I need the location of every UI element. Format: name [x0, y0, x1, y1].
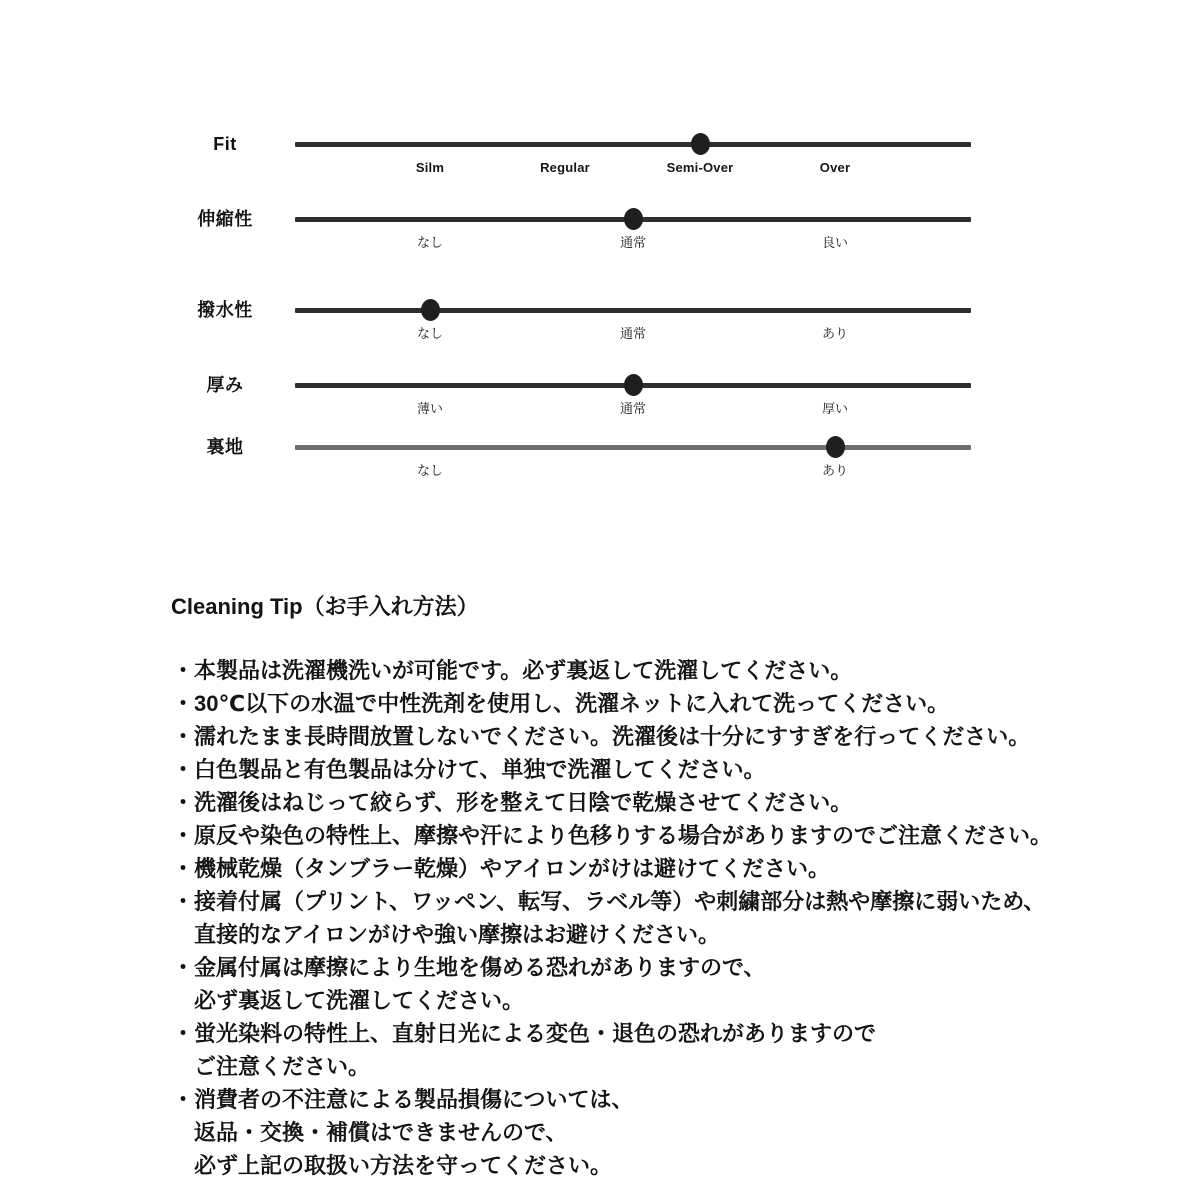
care-instruction-text: 必ず上記の取扱い方法を守ってください。 [194, 1153, 613, 1178]
cleaning-tips-heading: Cleaning Tip（お手入れ方法） [171, 594, 479, 619]
care-instruction-item [172, 819, 1072, 852]
bullet-marker: ・ [172, 955, 195, 980]
scale-tick-label: 薄い [416, 401, 443, 416]
scale-track [295, 308, 971, 313]
care-instruction-text: 直接的なアイロンがけや強い摩擦はお避けください。 [194, 922, 721, 947]
care-instruction-item [172, 687, 1072, 720]
scale-row-label: 厚み [206, 375, 244, 395]
bullet-marker: ・ [172, 757, 195, 782]
care-instruction-text: 本製品は洗濯機洗いが可能です。必ず裏返して洗濯してください。 [194, 658, 853, 683]
care-instruction-text: 金属付属は摩擦により生地を傷める恐れがありますので、 [194, 955, 766, 980]
scale-tick-label: なし [416, 326, 443, 341]
care-instruction-item [172, 786, 1072, 819]
scale-row-label: 撥水性 [197, 300, 253, 320]
care-instruction-text: 原反や染色の特性上、摩擦や汗により色移りする場合がありますのでご注意ください。 [194, 823, 1053, 848]
care-instruction-item [172, 753, 1072, 786]
care-instruction-item [172, 654, 1072, 687]
scale-dot-marker [826, 436, 845, 458]
care-instruction-item [172, 852, 1072, 885]
scale-dot-marker [421, 299, 440, 321]
scale-track [295, 445, 971, 450]
scale-tick-label: なし [416, 235, 443, 250]
bullet-marker: ・ [172, 658, 195, 683]
bullet-marker: ・ [172, 1021, 195, 1046]
scale-tick-label: Over [819, 160, 851, 175]
scale-tick-label: Semi-Over [666, 160, 734, 175]
bullet-marker: ・ [172, 724, 195, 749]
scale-dot-marker [624, 208, 643, 230]
care-instruction-text: 白色製品と有色製品は分けて、単独で洗濯してください。 [194, 757, 766, 782]
care-instruction-text: ご注意ください。 [194, 1054, 371, 1079]
scale-tick-label: Regular [540, 160, 590, 175]
care-instruction-text: 洗濯後はねじって絞らず、形を整えて日陰で乾燥させてください。 [194, 790, 853, 815]
scale-tick-label: 通常 [619, 401, 646, 416]
scale-tick-label: Silm [415, 160, 445, 175]
care-instruction-text: 濡れたまま長時間放置しないでください。洗濯後は十分にすすぎを行ってください。 [194, 724, 1031, 749]
care-instruction-item [172, 720, 1072, 753]
care-instruction-text: 接着付属（プリント、ワッペン、転写、ラベル等）や刺繍部分は熱や摩擦に弱いため、 [194, 889, 1046, 914]
care-instruction-text: 消費者の不注意による製品損傷については、 [194, 1087, 634, 1112]
scale-tick-label: 厚い [821, 401, 848, 416]
scale-dot-marker [624, 374, 643, 396]
care-instruction-text: 返品・交換・補償はできませんので、 [194, 1120, 568, 1145]
cleaning-tips-list [172, 654, 1072, 1182]
scale-row-label: 裏地 [206, 437, 244, 457]
care-instruction-text: 機械乾燥（タンブラー乾燥）やアイロンがけは避けてください。 [194, 856, 831, 881]
scale-row-label: 伸縮性 [197, 209, 253, 229]
care-instruction-text: 必ず裏返して洗濯してください。 [194, 988, 525, 1013]
bullet-marker: ・ [172, 856, 195, 881]
scale-tick-label: あり [821, 326, 848, 341]
scale-track [295, 142, 971, 147]
bullet-marker: ・ [172, 790, 195, 815]
scale-tick-label: なし [416, 463, 443, 478]
scale-tick-label: 良い [821, 235, 848, 250]
scale-tick-label: 通常 [619, 326, 646, 341]
bullet-marker: ・ [172, 823, 195, 848]
care-instruction-item [172, 1017, 1072, 1083]
bullet-marker: ・ [172, 1087, 195, 1112]
care-instruction-item [172, 885, 1072, 951]
scale-dot-marker [691, 133, 710, 155]
care-instruction-text: 30℃以下の水温で中性洗剤を使用し、洗濯ネットに入れて洗ってください。 [194, 691, 950, 716]
bullet-marker: ・ [172, 691, 195, 716]
scale-tick-label: あり [821, 463, 848, 478]
care-instruction-item [172, 951, 1072, 1017]
bullet-marker: ・ [172, 889, 195, 914]
scale-row-label: Fit [213, 134, 237, 154]
care-instruction-item [172, 1083, 1072, 1182]
scale-tick-label: 通常 [619, 235, 646, 250]
care-instruction-text: 蛍光染料の特性上、直射日光による変色・退色の恐れがありますので [194, 1021, 877, 1046]
